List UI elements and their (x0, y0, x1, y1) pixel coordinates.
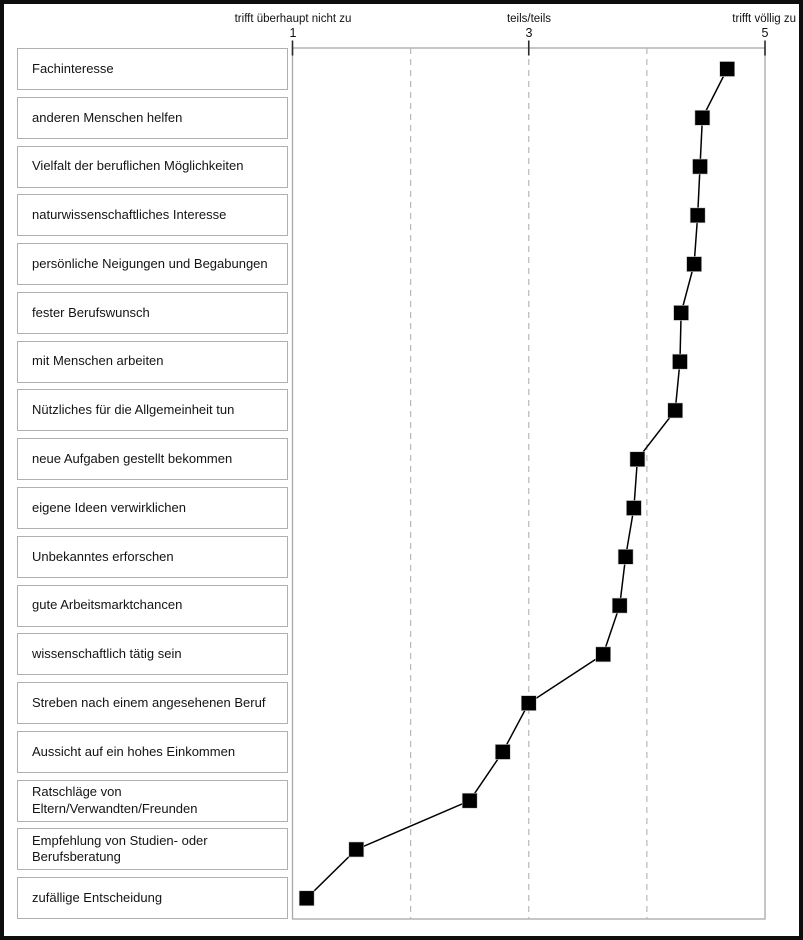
category-label: Eltern/Verwandten/Freunden (32, 800, 198, 816)
category-label: Streben nach einem angesehenen Beruf (32, 694, 266, 710)
data-point-marker (693, 159, 708, 174)
category-label: Unbekanntes erforschen (32, 548, 174, 564)
category-label: Empfehlung von Studien- oder (32, 832, 208, 848)
category-label: fester Berufswunsch (32, 304, 150, 320)
data-point-marker (495, 744, 510, 759)
category-label: wissenschaftlich tätig sein (32, 646, 182, 662)
category-label: Ratschläge von (32, 784, 122, 800)
data-point-marker (612, 598, 627, 613)
category-label: Nützliches für die Allgemeinheit tun (32, 402, 235, 418)
axis-anchor-label-max: trifft völlig zu (732, 13, 796, 25)
axis-tick-label-5: 5 (761, 26, 769, 40)
category-label: Aussicht auf ein hohes Einkommen (32, 743, 236, 759)
category-label: Fachinteresse (32, 60, 114, 76)
data-point-marker (668, 403, 683, 418)
profile-line (307, 69, 728, 898)
data-point-marker (695, 110, 710, 125)
category-label: naturwissenschaftliches Interesse (32, 207, 227, 223)
axis-tick-label-3: 3 (525, 26, 533, 40)
data-point-marker (521, 696, 536, 711)
category-label: neue Aufgaben gestellt bekommen (32, 450, 233, 466)
data-point-marker (618, 549, 633, 564)
data-point-marker (674, 305, 689, 320)
data-point-marker (626, 501, 641, 516)
category-label: anderen Menschen helfen (32, 109, 183, 125)
data-point-marker (720, 62, 735, 77)
category-label: mit Menschen arbeiten (32, 353, 164, 369)
axis-anchor-label-min: trifft überhaupt nicht zu (234, 13, 352, 25)
axis-anchor-label-mid: teils/teils (506, 13, 552, 25)
category-label: eigene Ideen verwirklichen (32, 499, 186, 515)
category-label: zufällige Entscheidung (32, 890, 163, 905)
data-point-marker (630, 452, 645, 467)
data-point-marker (672, 354, 687, 369)
data-point-marker (596, 647, 611, 662)
data-point-marker (690, 208, 705, 223)
data-point-marker (462, 793, 477, 808)
category-label: persönliche Neigungen und Begabungen (32, 255, 268, 271)
category-label: Berufsberatung (32, 849, 121, 865)
category-label: Vielfalt der beruflichen Möglichkeiten (32, 158, 244, 174)
data-point-marker (687, 257, 702, 272)
category-label: gute Arbeitsmarktchancen (32, 597, 183, 613)
axis-tick-label-1: 1 (289, 26, 297, 40)
data-point-marker (349, 842, 364, 857)
data-point-marker (299, 891, 314, 906)
